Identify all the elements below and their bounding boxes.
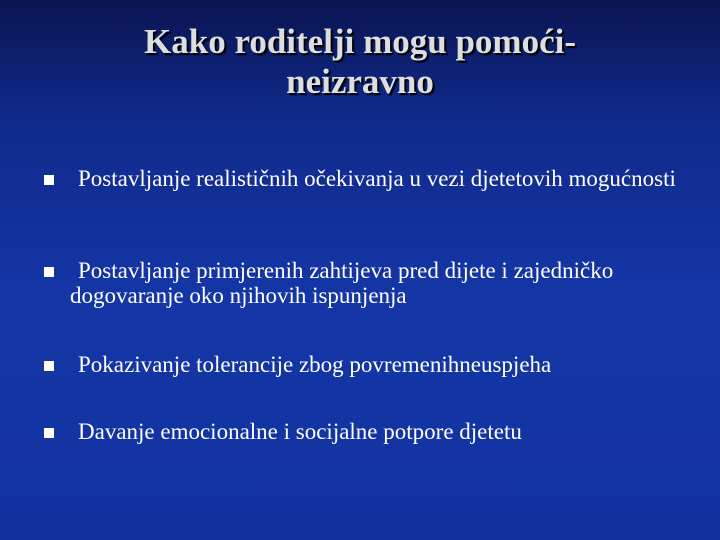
square-bullet-icon (44, 361, 54, 371)
square-bullet-icon (44, 428, 54, 438)
bullet-item (44, 258, 704, 308)
bullet-text: Davanje emocionalne i socijalne potpore djetetu (78, 419, 522, 444)
square-bullet-icon (44, 175, 54, 185)
slide-title-line-1: Kako roditelji mogu pomoći- (144, 22, 576, 61)
bullet-text: Postavljanje realističnih očekivanja u vezi djetetovih mogućnosti (78, 166, 676, 191)
square-bullet-icon (44, 267, 54, 277)
bullet-item (44, 419, 704, 444)
slide-title-line-2: neizravno (286, 62, 434, 101)
bullet-item (44, 166, 704, 191)
bullet-item (44, 352, 704, 377)
bullet-text: Postavljanje primjerenih zahtijeva pred dijete i zajedničko dogovaranje oko njihovih ispunjenja (70, 258, 614, 308)
bullet-text: Pokazivanje tolerancije zbog povremenihneuspjeha (78, 352, 552, 377)
